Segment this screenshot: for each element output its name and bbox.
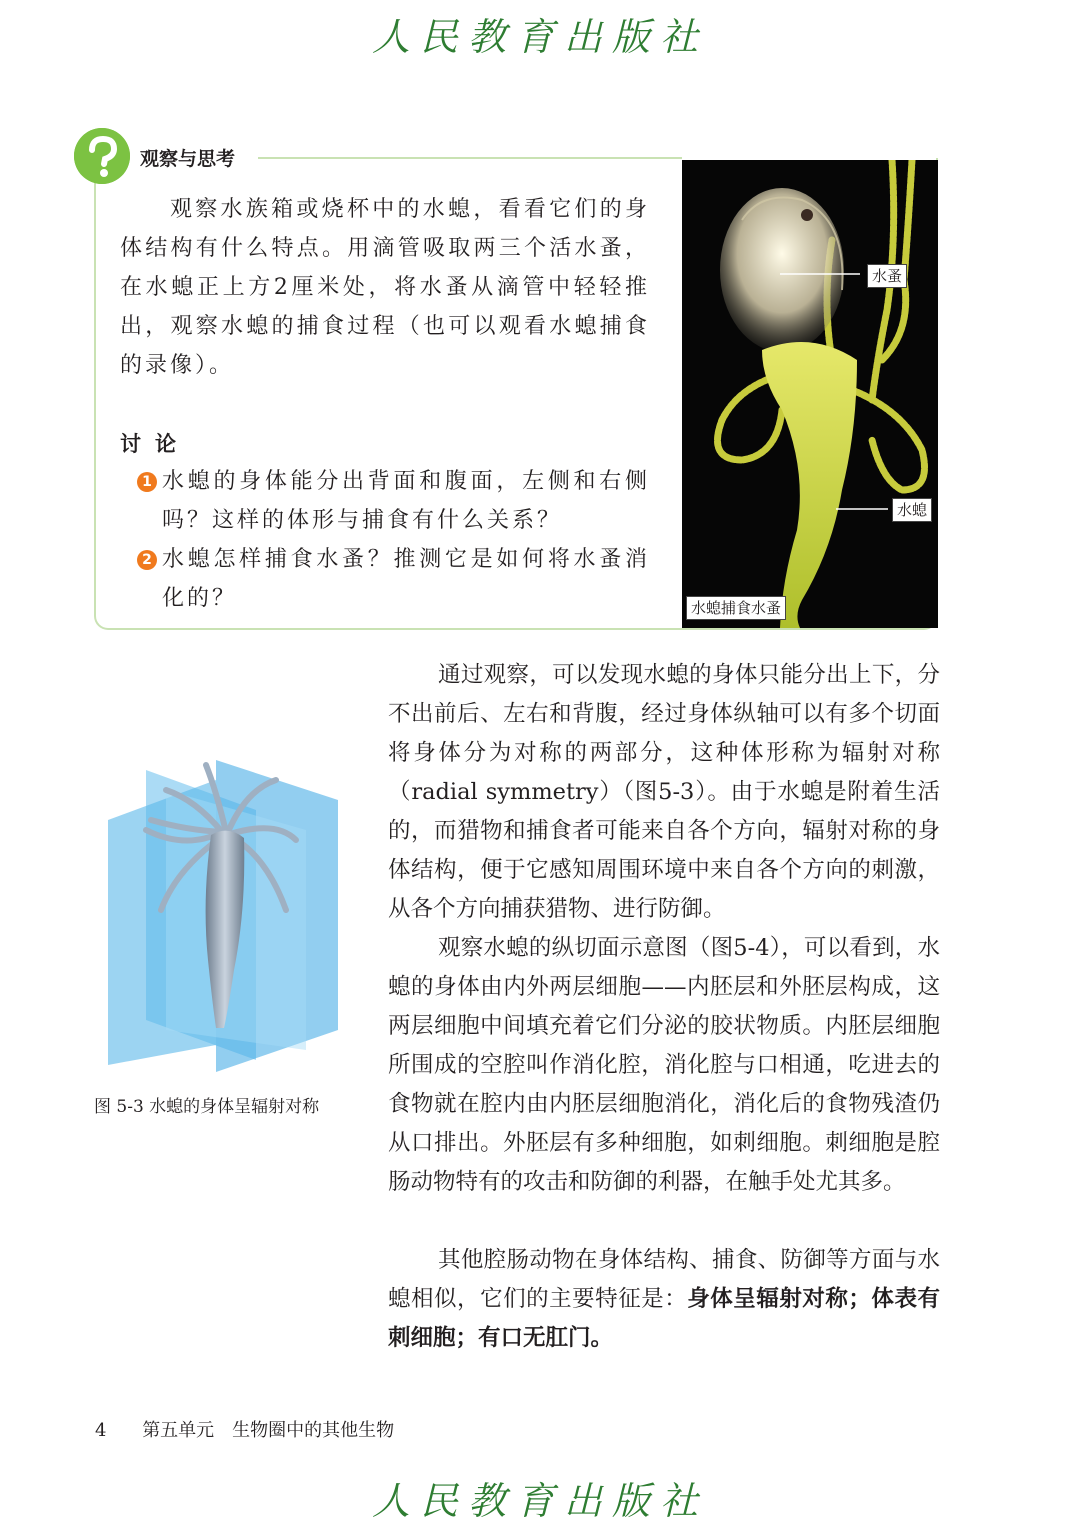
question-number-1: 1 [137,472,157,492]
radial-symmetry-figure [106,760,342,1072]
hydra-photo [682,160,938,628]
body-paragraph-1: 通过观察，可以发现水螅的身体只能分出上下，分不出前后、左右和背腹，经过身体纵轴可以有多个切面将身体分为对称的两部分，这种体形称为辐射对称（radial symmetry）（图5-3）。由于水螅是附着生活的，而猎物和捕食者可能来自各个方向，辐射对称的身体结构，便于它感知周围环境中来自各个方向的刺激，从各个方向捕获猎物、进行防御。 [388,662,940,922]
divider [258,157,682,159]
question-number-2: 2 [137,550,157,570]
page-footer [95,1416,394,1442]
observe-title: 观察与思考 [140,148,236,170]
body-paragraph-2: 观察水螅的纵切面示意图（图5-4），可以看到，水螅的身体由内外两层细胞——内胚层和外胚层构成，这两层细胞中间填充着它们分泌的胶状物质。内胚层细胞所围成的空腔叫作消化腔，消化腔与口相通，吃进去的食物就在腔内由内胚层细胞消化，消化后的食物残渣仍从口排出。外胚层有多种细胞，如刺细胞。刺细胞是腔肠动物特有的攻击和防御的利器，在触手处尤其多。 [388,935,940,1195]
key-features-bold: 身体呈辐射对称；体表有刺细胞；有口无肛门。 [388,1286,940,1351]
figure-caption: 图 5-3 水螅的身体呈辐射对称 [94,1097,320,1117]
photo-caption: 水螅捕食水蚤 [686,596,786,620]
body-paragraph-3-text: 其他腔肠动物在身体结构、捕食、防御等方面与水螅相似，它们的主要特征是： [388,1247,940,1312]
publisher-watermark-top: 人民教育出版社 [371,15,708,59]
unit-title: 第五单元 生物圈中的其他生物 [142,1420,395,1441]
publisher-watermark-bottom: 人民教育出版社 [371,1479,708,1523]
question-text-2: 水螅怎样捕食水蚤？推测它是如何将水蚤消化的？ [162,547,650,611]
question-text-1: 水螅的身体能分出背面和腹面，左侧和右侧吗？这样的体形与捕食有什么关系？ [162,469,650,533]
label-hydra: 水螅 [892,498,932,522]
label-daphnia: 水蚤 [867,264,907,288]
question-mark-icon [74,128,130,184]
page-number: 4 [95,1420,107,1441]
discussion-title: 讨论 [120,432,190,456]
observe-paragraph: 观察水族箱或烧杯中的水螅，看看它们的身体结构有什么特点。用滴管吸取两三个活水蚤，在水螅正上方2厘米处，将水蚤从滴管中轻轻推出，观察水螅的捕食过程（也可以观看水螅捕食的录像）。 [120,197,650,378]
body-paragraph-3 [388,1241,940,1358]
